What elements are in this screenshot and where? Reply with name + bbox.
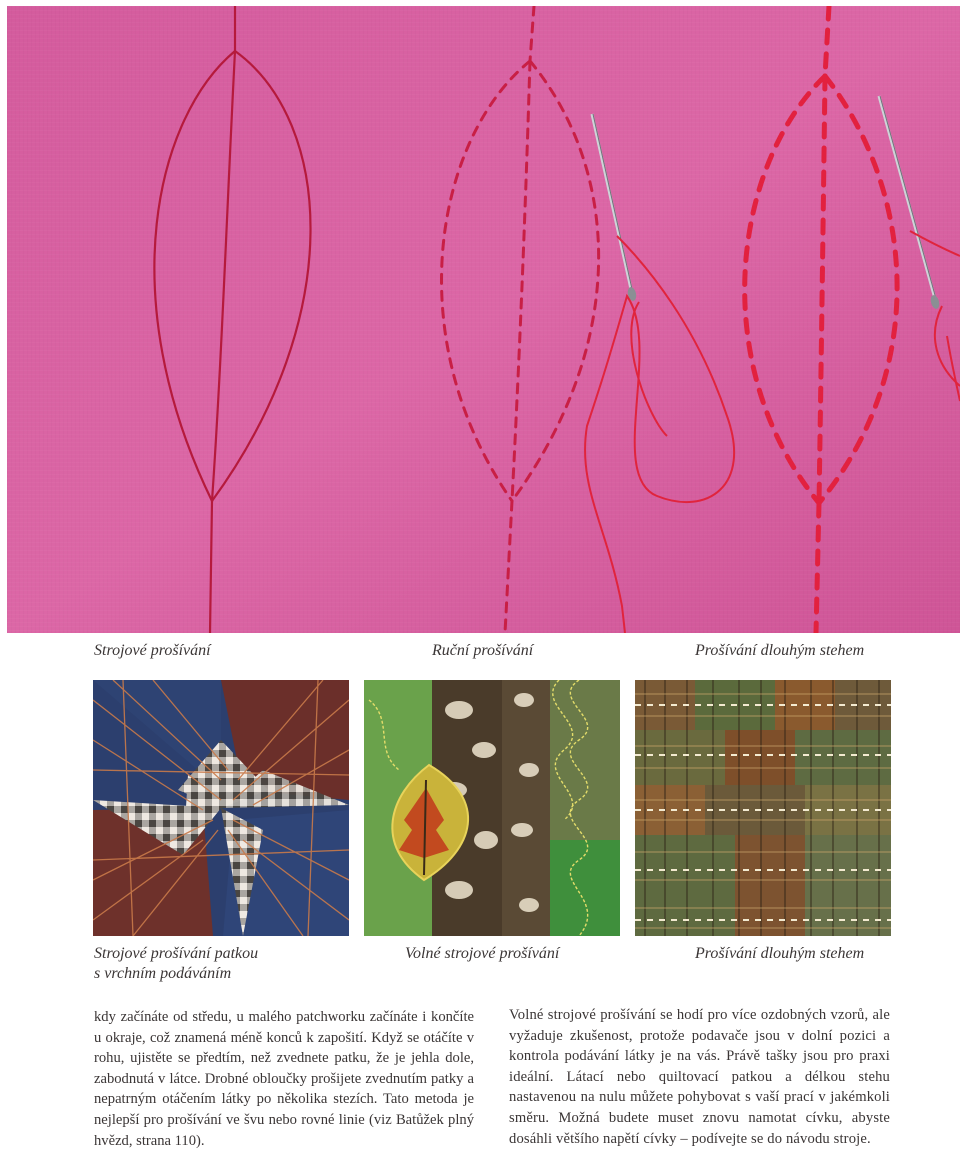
long-stitch-sample-image bbox=[635, 680, 891, 936]
caption-free-motion: Volné strojové prošívání bbox=[405, 945, 560, 962]
free-motion-sample-image bbox=[364, 680, 620, 936]
paragraph-right: Volné strojové prošívání se hodí pro více ozdobných vzorů, ale vyžaduje zkušenost, protože podavače jsou v dolní pozici a kontrola podávání látky je na vás. Právě tašky jsou pro praxi ideální. Látací nebo quiltovací patkou a délkou stehu nastavenou na nulu můžete pohybovat s vaší prací v jakémkoli směru. Možná budete muset znovu namotat cívku, abyste dosáhli většího napětí cívky – podívejte se do návodu stroje. bbox=[509, 1007, 890, 1147]
caption-walking-foot-line1: Strojové prošívání patkou bbox=[94, 945, 259, 962]
caption-hand-quilting: Ruční prošívání bbox=[432, 642, 534, 659]
walking-foot-sample-image bbox=[93, 680, 349, 936]
caption-machine-quilting: Strojové prošívání bbox=[94, 642, 211, 659]
caption-walking-foot-line2: s vrchním podáváním bbox=[94, 965, 232, 982]
paragraph-left: kdy začínáte od středu, u malého patchworku začínáte i končíte u okraje, což znamená méně konců k zapošití. Když se otáčíte v rohu, ujistěte se předtím, než zvednete patku, že je jehla dole, zabodnutá v látce. Drobné obloučky prošijete zvednutím patky a nepatrným otáčením látky po několika stezích. Tato metoda je nejlepší pro prošívání ve švu nebo rovné linie (viz Batůžek plný hvězd, strana 110). bbox=[94, 1009, 474, 1149]
caption-long-stitch: Prošívání dlouhým stehem bbox=[695, 945, 865, 962]
quilting-stitches-photo bbox=[7, 6, 960, 633]
caption-long-stitch-quilting: Prošívání dlouhým stehem bbox=[695, 642, 865, 659]
